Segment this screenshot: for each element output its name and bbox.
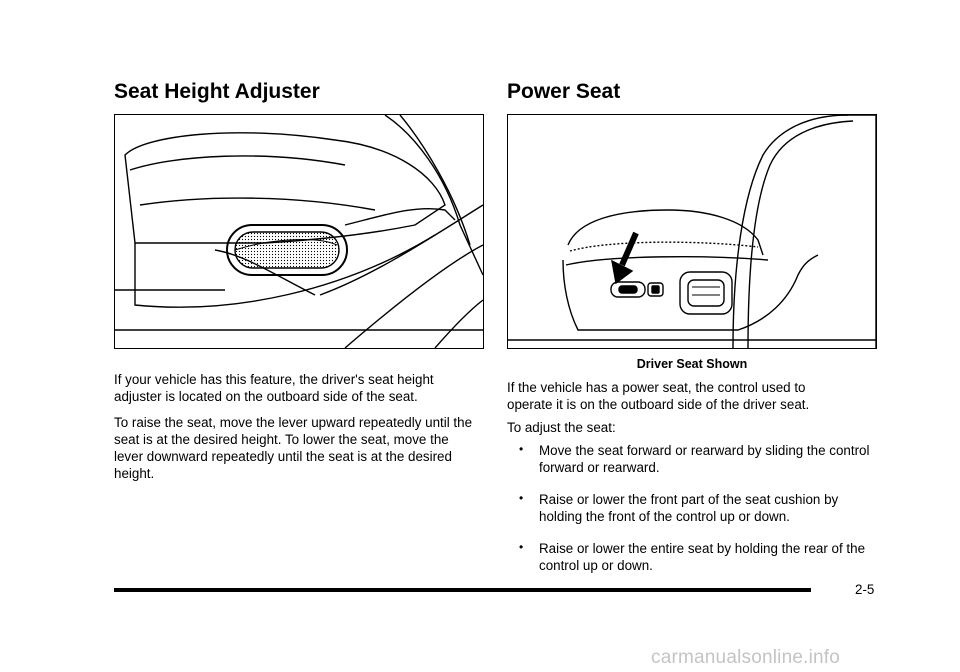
seat-height-adjuster-heading: Seat Height Adjuster: [114, 80, 320, 103]
list-item: • Raise or lower the entire seat by holding the rear of the control up or down.: [519, 540, 866, 573]
bullet-icon: •: [519, 540, 524, 554]
right-paragraph-1: If the vehicle has a power seat, the control used to operate it is on the outboard side of the driver seat.: [507, 380, 810, 412]
left-paragraph-2: To raise the seat, move the lever upward repeatedly until the seat is at the desired height. To lower the seat, move the lever downward repeatedly until the seat is at the desired height.: [114, 415, 473, 481]
power-seat-illustration: [507, 114, 877, 349]
page-number: 2-5: [855, 582, 875, 597]
list-item: • Move the seat forward or rearward by sliding the control forward or rearward.: [519, 442, 870, 475]
adjustment-bullet-list: [507, 442, 877, 589]
power-seat-heading: Power Seat: [507, 80, 621, 103]
seat-height-adjuster-illustration: [114, 114, 484, 349]
left-paragraph-1: If your vehicle has this feature, the driver's seat height adjuster is located on the outboard side of the seat.: [114, 372, 434, 404]
watermark: carmanualsonline.info: [651, 647, 841, 668]
power-seat-caption: Driver Seat Shown: [636, 357, 748, 371]
footer-rule: [114, 588, 811, 592]
list-item: • Raise or lower the front part of the seat cushion by holding the front of the control up or down.: [519, 491, 839, 524]
bullet-icon: •: [519, 491, 524, 505]
bullet-icon: •: [519, 442, 524, 456]
right-paragraph-2: To adjust the seat:: [507, 420, 616, 435]
